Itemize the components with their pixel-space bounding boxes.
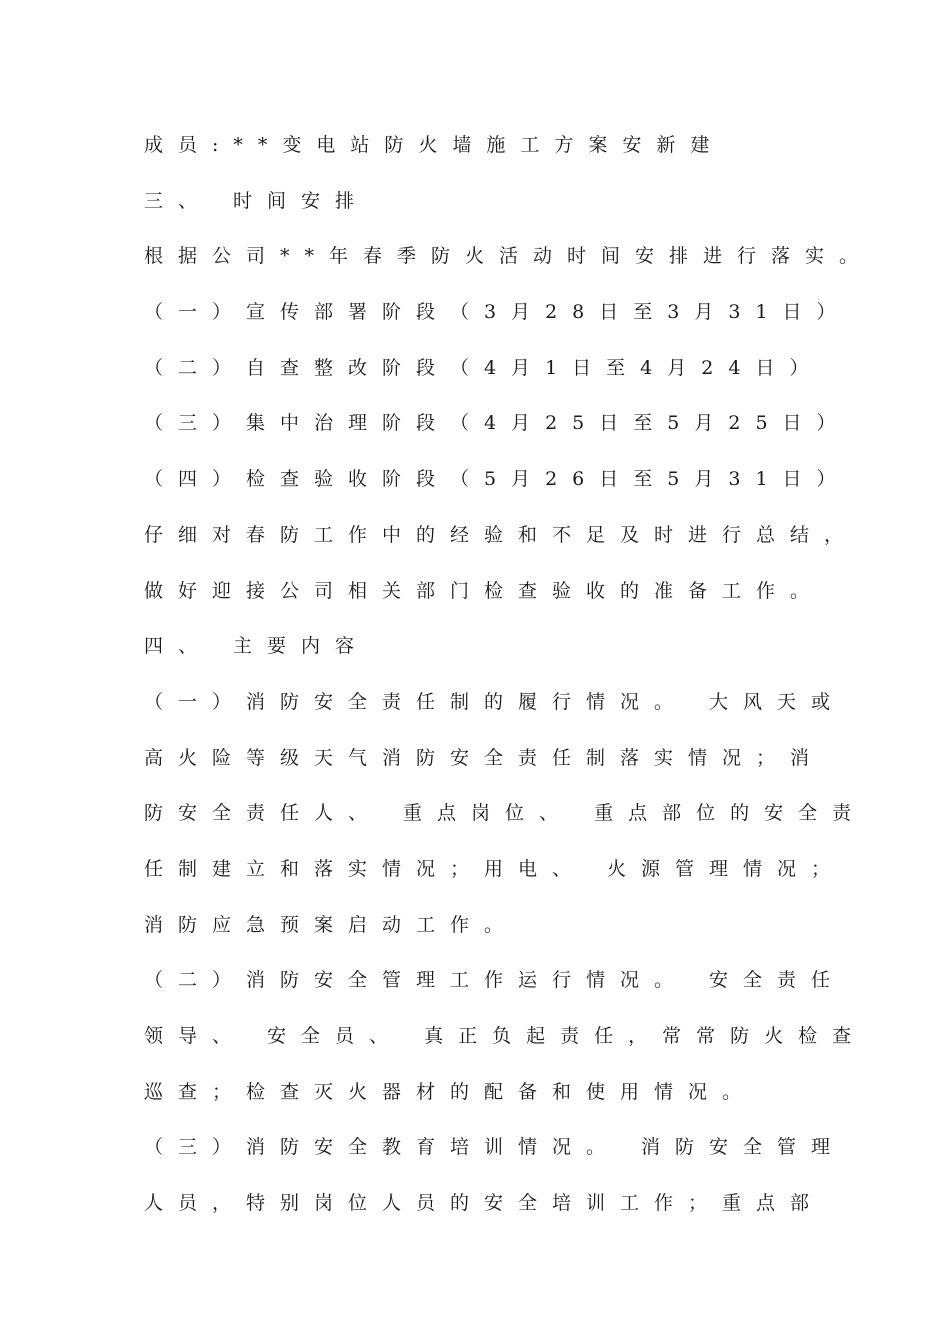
text-line-item-2-cont-1: 领导、 安全员、 真正负起责任，常常防火检查 bbox=[144, 1025, 867, 1047]
text-line-item-3: （三）消防安全教育培训情况。 消防安全管理 bbox=[144, 1136, 846, 1159]
text-line-phase-3: （三）集中治理阶段（4月25日至5月25日） bbox=[144, 412, 851, 435]
text-line-item-1-cont-3: 任制建立和落实情况；用电、 火源管理情况； bbox=[144, 857, 846, 880]
text-line-phase-4: （四）检查验收阶段（5月26日至5月31日） bbox=[144, 468, 851, 491]
text-line-item-1-cont-2: 防安全责任人、 重点岗位、 重点部位的安全责 bbox=[144, 802, 867, 825]
document-body bbox=[144, 127, 874, 1241]
text-line-members: 成员:**变电站防火墙施工方案安新建 bbox=[144, 134, 725, 156]
text-line-item-2-cont-2: 巡查；检查灭火器材的配备和使用情况。 bbox=[144, 1080, 757, 1103]
section-heading-content: 四、 主要内容 bbox=[144, 635, 370, 658]
text-line-item-3-cont-1: 人员，特别岗位人员的安全培训工作；重点部 bbox=[144, 1192, 825, 1215]
text-line-item-1: （一）消防安全责任制的履行情况。 大风天或 bbox=[144, 690, 846, 713]
text-line-item-1-cont-1: 高火险等级天气消防安全责任制落实情况；消 bbox=[144, 746, 825, 769]
text-line-item-1-cont-4: 消防应急预案启动工作。 bbox=[144, 913, 519, 936]
section-heading-schedule: 三、 时间安排 bbox=[144, 189, 370, 212]
text-line-item-2: （二）消防安全管理工作运行情况。 安全责任 bbox=[144, 969, 846, 992]
text-line-summary-cont: 做好迎接公司相关部门检查验收的准备工作。 bbox=[144, 579, 825, 602]
text-line-summary: 仔细对春防工作中的经验和不足及时进行总结， bbox=[144, 523, 859, 546]
text-line-phase-1: （一）宣传部署阶段（3月28日至3月31日） bbox=[144, 301, 851, 324]
text-line-schedule-intro: 根据公司**年春季防火活动时间安排进行落实。 bbox=[144, 245, 874, 268]
text-line-phase-2: （二）自查整改阶段（4月1日至4月24日） bbox=[144, 356, 824, 379]
